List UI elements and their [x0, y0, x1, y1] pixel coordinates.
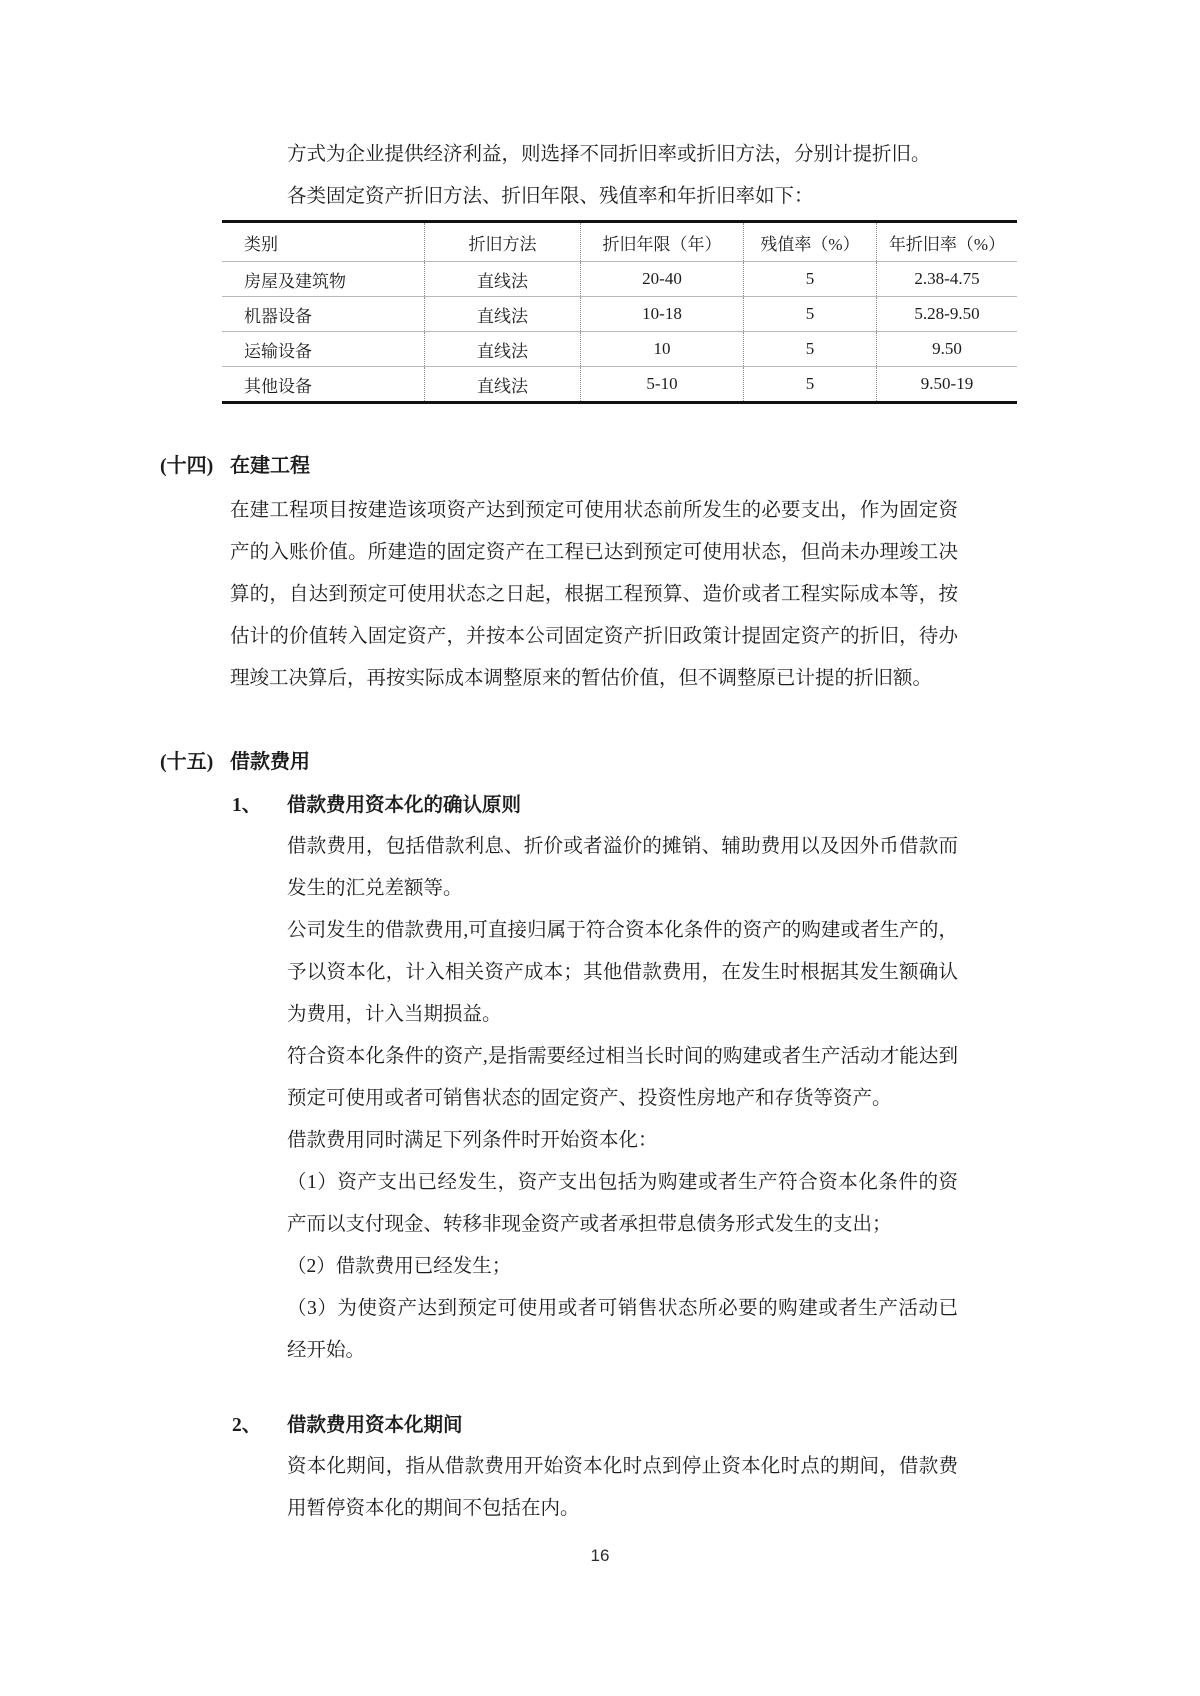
subsection-1-number: 1、	[232, 795, 262, 816]
subsection-1-condition-2: （2）借款费用已经发生；	[287, 1256, 512, 1277]
header-years: 折旧年限（年）	[581, 222, 744, 262]
cell-residual-rate: 5	[744, 297, 877, 332]
table-row	[222, 367, 1017, 403]
depreciation-table-body	[222, 262, 1017, 403]
intro-line-1: 方式为企业提供经济利益，则选择不同折旧率或折旧方法，分别计提折旧。	[287, 144, 931, 165]
subsection-1-condition-3: （3）为使资产达到预定可使用或者可销售状态所必要的购建或者生产活动已经开始。	[287, 1298, 958, 1361]
section-15-heading	[160, 748, 958, 776]
header-category: 类别	[222, 222, 425, 262]
cell-residual-rate: 5	[744, 367, 877, 403]
subsection-1-paragraph: 借款费用同时满足下列条件时开始资本化：	[287, 1130, 658, 1151]
cell-annual-rate: 2.38-4.75	[877, 262, 1018, 297]
depreciation-table-header	[222, 222, 1017, 262]
section-14-number: (十四)	[160, 455, 214, 477]
section-14-paragraph: 在建工程项目按建造该项资产达到预定可使用状态前所发生的必要支出，作为固定资产的入账价值。所建造的固定资产在工程已达到预定可使用状态，但尚未办理竣工决算的，自达到预定可使用状态之日起，根据工程预算、造价或者工程实际成本等，按估计的价值转入固定资产，并按本公司固定资产折旧政策计提固定资产的折旧，待办理竣工决算后，再按实际成本调整原来的暂估价值，但不调整原已计提的折旧额。	[230, 500, 958, 689]
cell-method: 直线法	[425, 332, 581, 367]
intro-line-2: 各类固定资产折旧方法、折旧年限、残值率和年折旧率如下：	[287, 186, 814, 207]
subsection-1-title: 借款费用资本化的确认原则	[287, 795, 522, 816]
section-15-number: (十五)	[160, 751, 214, 773]
cell-category: 房屋及建筑物	[222, 262, 425, 297]
cell-method: 直线法	[425, 262, 581, 297]
cell-residual-rate: 5	[744, 332, 877, 367]
subsection-1-heading	[232, 792, 958, 820]
subsection-1-condition-1: （1）资产支出已经发生，资产支出包括为购建或者生产符合资本化条件的资产而以支付现金、转移非现金资产或者承担带息债务形式发生的支出；	[287, 1172, 958, 1235]
intro-block	[160, 134, 958, 218]
page-number: 16	[590, 1546, 610, 1565]
cell-years: 10-18	[581, 297, 744, 332]
cell-category: 机器设备	[222, 297, 425, 332]
section-14-heading	[160, 452, 958, 480]
cell-category: 其他设备	[222, 367, 425, 403]
cell-annual-rate: 9.50	[877, 332, 1018, 367]
cell-annual-rate: 5.28-9.50	[877, 297, 1018, 332]
table-row	[222, 297, 1017, 332]
header-method: 折旧方法	[425, 222, 581, 262]
cell-residual-rate: 5	[744, 262, 877, 297]
subsection-2-paragraph: 资本化期间，指从借款费用开始资本化时点到停止资本化时点的期间，借款费用暂停资本化的期间不包括在内。	[287, 1456, 958, 1519]
cell-method: 直线法	[425, 367, 581, 403]
subsection-2-heading	[232, 1412, 958, 1440]
subsection-1-paragraph: 借款费用，包括借款利息、折价或者溢价的摊销、辅助费用以及因外币借款而发生的汇兑差额等。	[287, 836, 958, 899]
cell-category: 运输设备	[222, 332, 425, 367]
header-annual-rate: 年折旧率（%）	[877, 222, 1018, 262]
cell-years: 10	[581, 332, 744, 367]
cell-annual-rate: 9.50-19	[920, 374, 974, 393]
depreciation-table	[222, 220, 1017, 404]
cell-years: 20-40	[581, 262, 744, 297]
section-14-title: 在建工程	[230, 455, 310, 477]
subsection-1-paragraph: 符合资本化条件的资产,是指需要经过相当长时间的购建或者生产活动才能达到预定可使用或者可销售状态的固定资产、投资性房地产和存货等资产。	[287, 1046, 958, 1109]
cell-method: 直线法	[425, 297, 581, 332]
subsection-2-title: 借款费用资本化期间	[287, 1415, 463, 1436]
table-row	[222, 332, 1017, 367]
section-15-title: 借款费用	[230, 751, 310, 773]
header-residual-rate: 残值率（%）	[744, 222, 877, 262]
table-header-row	[222, 222, 1017, 262]
subsection-2-number: 2、	[232, 1415, 262, 1436]
cell-years: 5-10	[581, 367, 744, 403]
subsection-1-paragraph: 公司发生的借款费用,可直接归属于符合资本化条件的资产的购建或者生产的，予以资本化，计入相关资产成本；其他借款费用，在发生时根据其发生额确认为费用，计入当期损益。	[287, 920, 958, 1025]
table-row	[222, 262, 1017, 297]
